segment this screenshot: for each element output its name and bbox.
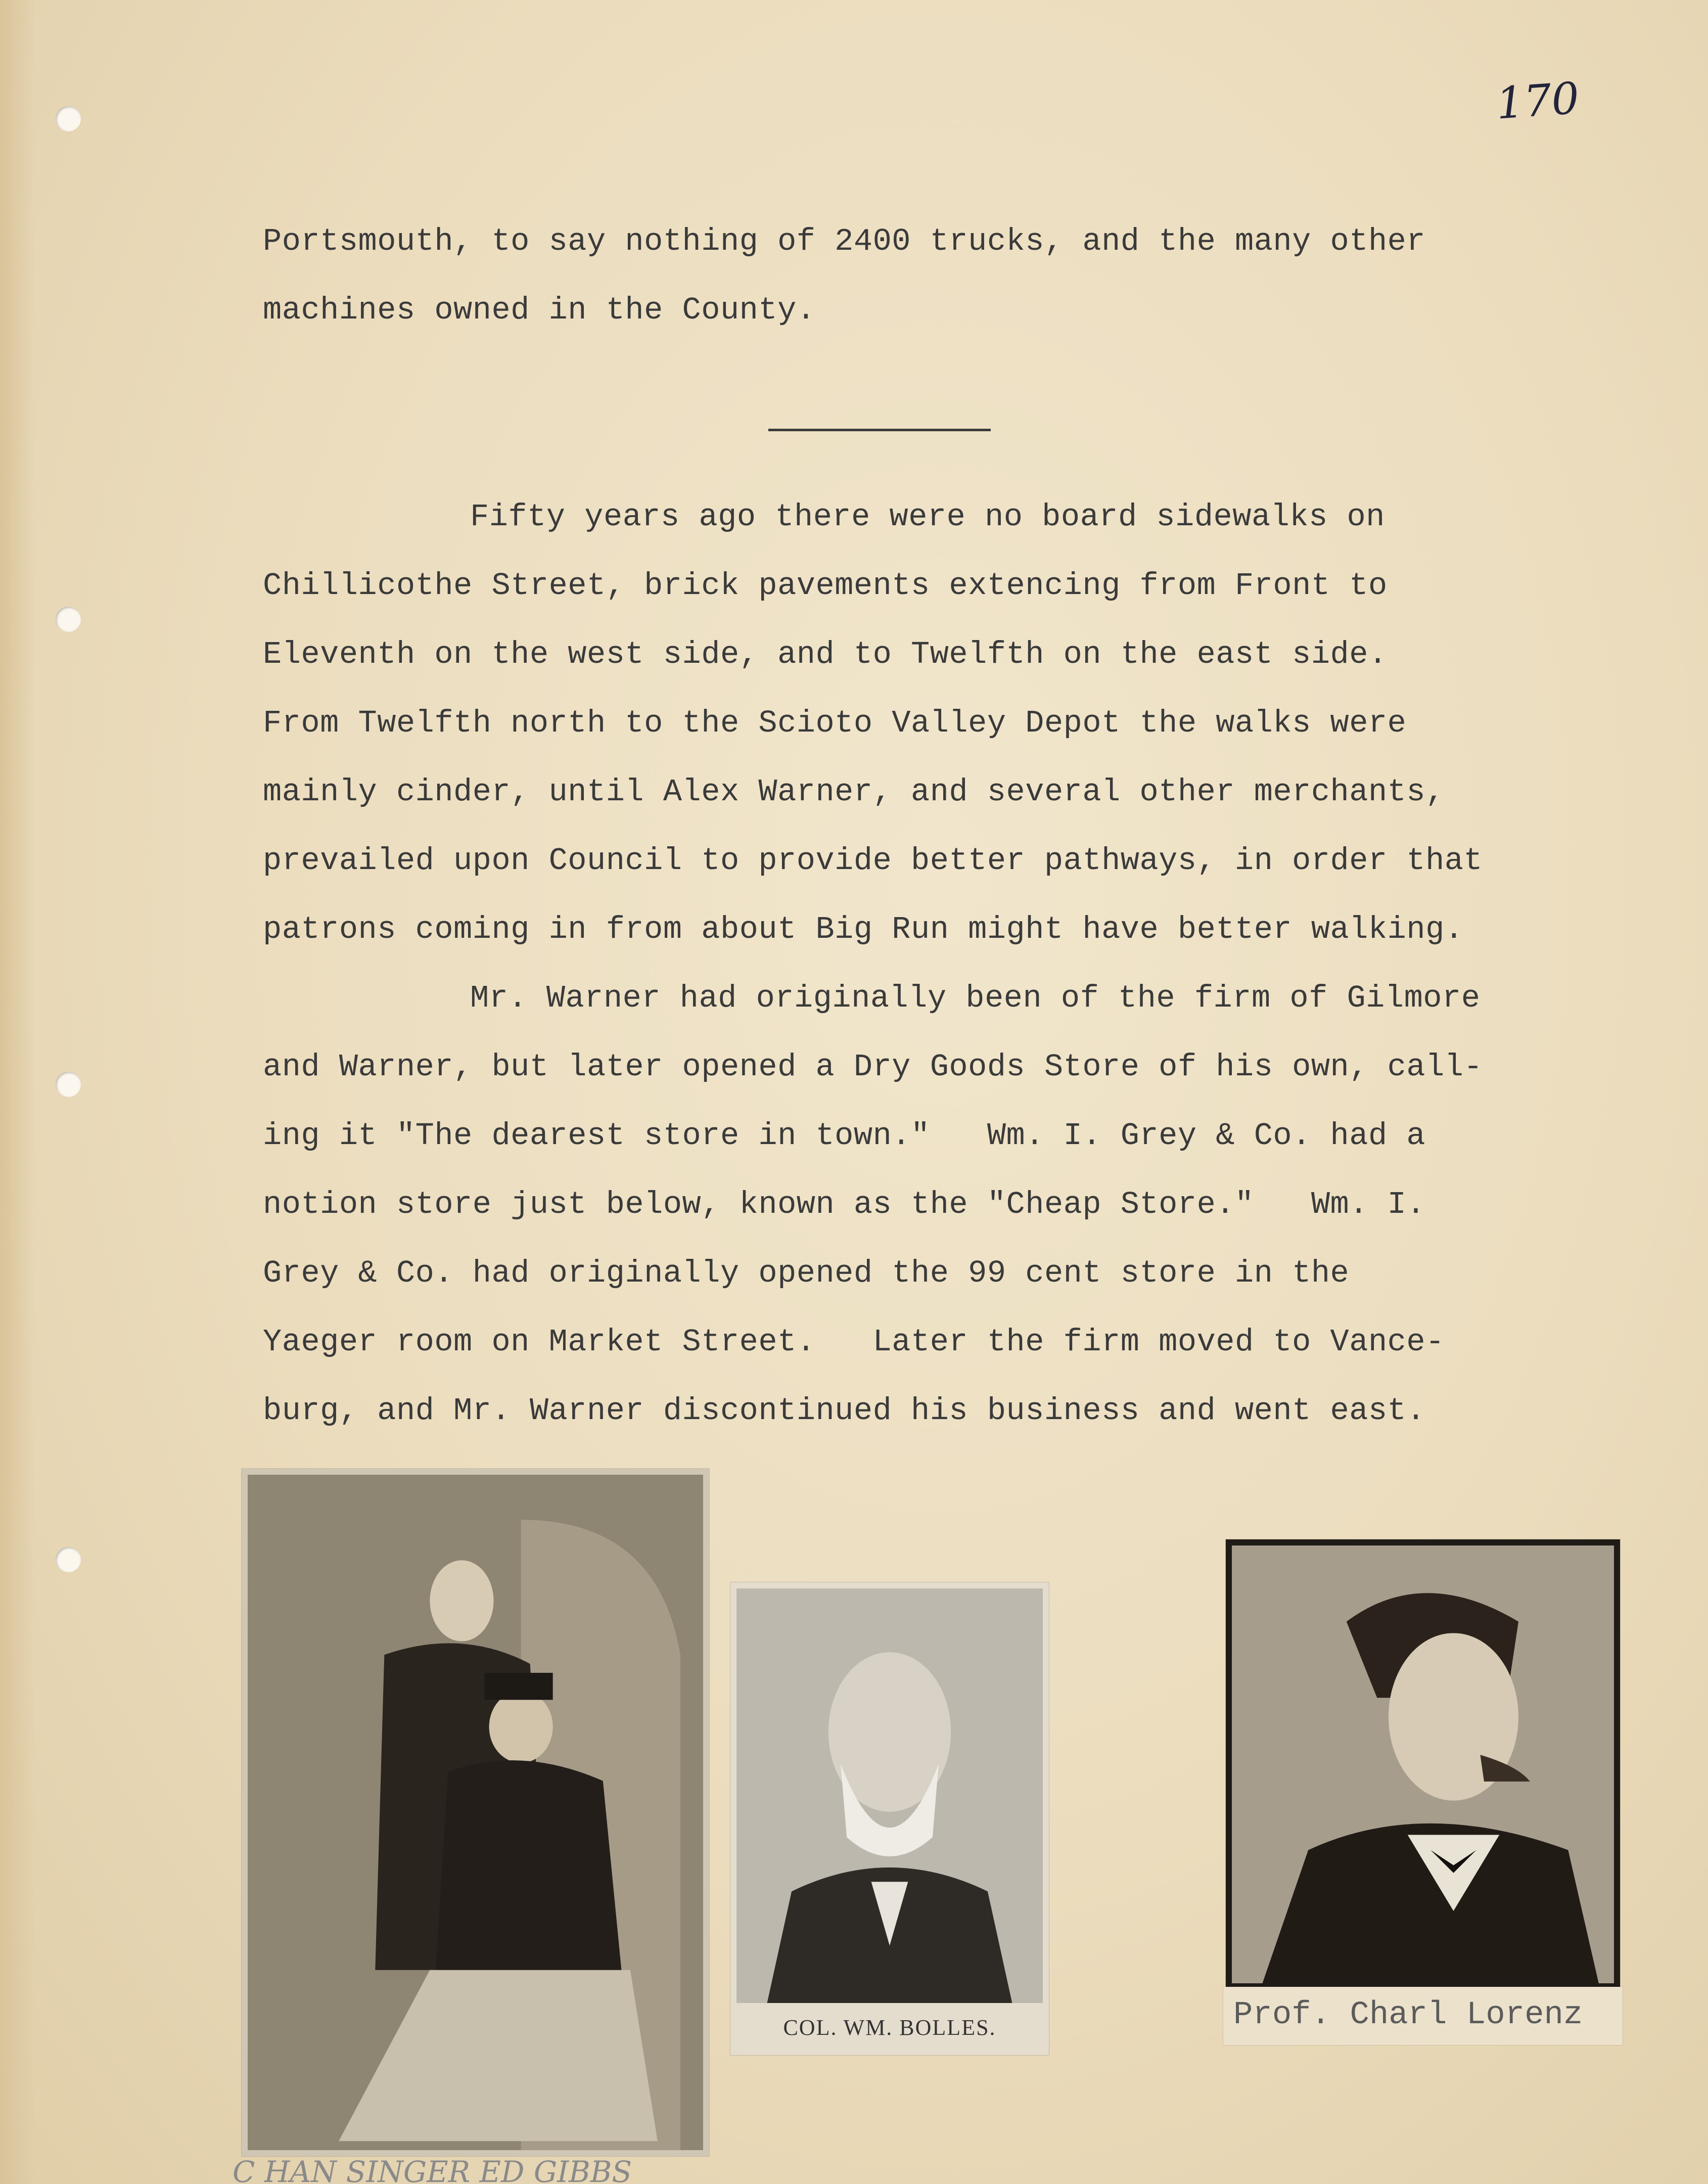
text-line: Eleventh on the west side, and to Twelfth on the east side. <box>263 636 1388 672</box>
caption-prof-lorenz: Prof. Charl Lorenz <box>1233 1997 1583 2033</box>
photo-col-bolles <box>730 1582 1049 2055</box>
section-divider <box>768 429 991 431</box>
photo-two-men <box>242 1469 709 2156</box>
page-number: 170 <box>1494 73 1581 129</box>
text-line: Mr. Warner had originally been of the firm of Gilmore <box>470 980 1481 1016</box>
text-line: Portsmouth, to say nothing of 2400 trucks, and the many other <box>263 223 1426 259</box>
text-line: Yaeger room on Market Street. Later the firm moved to Vance- <box>263 1324 1445 1360</box>
lorenz-illustration <box>1232 1545 1614 1983</box>
text-line: ing it "The dearest store in town." Wm. I. Grey & Co. had a <box>263 1118 1426 1154</box>
text-line: From Twelfth north to the Scioto Valley Depot the walks were <box>263 705 1407 741</box>
punch-hole <box>56 607 81 632</box>
punch-hole <box>56 106 81 131</box>
text-line: notion store just below, known as the "Cheap Store." Wm. I. <box>263 1187 1426 1222</box>
page-edge-shadow <box>0 0 35 2184</box>
text-line: machines owned in the County. <box>263 292 816 328</box>
text-line: mainly cinder, until Alex Warner, and several other merchants, <box>263 774 1445 810</box>
text-line: prevailed upon Council to provide better pathways, in order that <box>263 843 1483 879</box>
text-line: burg, and Mr. Warner discontinued his business and went east. <box>263 1393 1426 1429</box>
two-men-illustration <box>248 1475 703 2150</box>
text-line: and Warner, but later opened a Dry Goods Store of his own, call- <box>263 1049 1483 1085</box>
text-line: Grey & Co. had originally opened the 99 cent store in the <box>263 1255 1350 1291</box>
punch-hole <box>56 1547 81 1572</box>
handwritten-caption: C HAN SINGER ED GIBBS <box>233 2155 632 2184</box>
text-line: patrons coming in from about Big Run might have better walking. <box>263 912 1464 947</box>
punch-hole <box>56 1072 81 1097</box>
text-line: Fifty years ago there were no board sidewalks on <box>470 499 1385 535</box>
photo-image <box>248 1475 703 2150</box>
bolles-illustration <box>736 1588 1043 2003</box>
intro-paragraph <box>263 207 1577 345</box>
body-paragraph <box>263 483 1577 1445</box>
photo-image <box>1232 1545 1614 1983</box>
photo-image <box>736 1588 1043 2003</box>
text-line: Chillicothe Street, brick pavements extencing from Front to <box>263 568 1388 604</box>
caption-col-bolles: COL. WM. BOLLES. <box>783 2015 996 2040</box>
photo-prof-lorenz <box>1226 1539 1620 1989</box>
